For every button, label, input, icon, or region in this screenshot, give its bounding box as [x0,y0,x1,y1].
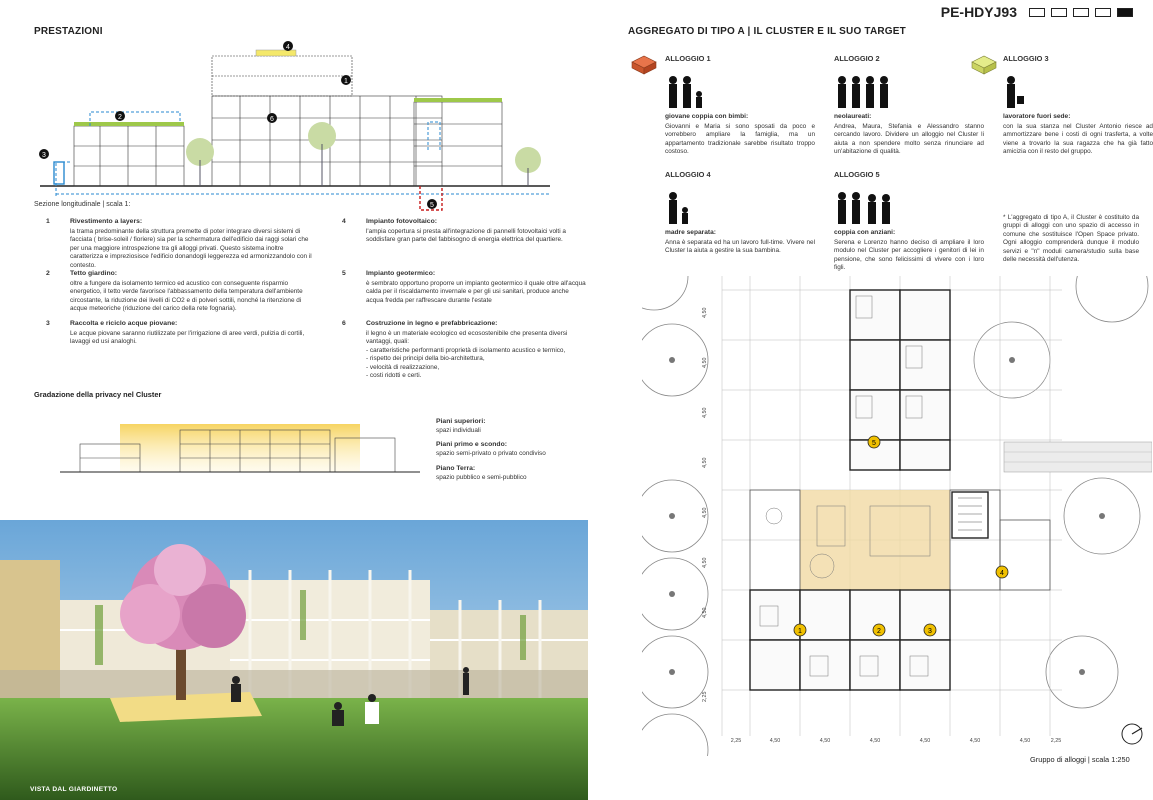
section-title-cluster: AGGREGATO DI TIPO A | IL CLUSTER E IL SUO TARGET [628,26,906,37]
plan-caption: Gruppo di alloggi | scala 1:250 [1030,755,1130,764]
svg-text:4: 4 [1000,570,1004,577]
feature-6: 6 Costruzione in legno e prefabbricazione: il legno è un materiale ecologico ed ecosostenibile che presenta diversi vantaggi, quali: - caratteristiche performanti proprietà di isolamento acustico e termico, - rispetto dei principi della bio-architettura, - velocità di realizzazione, - costi ridotti e certi. [342,320,568,380]
dim-bottom-1: 2,25 [730,738,742,744]
dim-bottom-6: 4,50 [969,738,981,744]
privacy-title: Gradazione della privacy nel Cluster [34,390,162,399]
dim-left-3: 4,50 [702,407,708,418]
people-icon-family [665,74,725,110]
plan-marker-1 [794,624,806,636]
north-arrow-icon [1122,724,1142,744]
cluster-note: * L'aggregato di tipo A, il Cluster è costituito da gruppi di alloggi con uno spazio di accesso in comune che sostituisce l'Open Space privato. Ogni alloggio comprenderà dunque il modulo servizi e "n" moduli camera/studio sulla base delle necessità dell'utenza. [1003,214,1139,264]
dim-left-6: 4,50 [702,557,708,568]
page-indicator-4 [1095,8,1111,17]
feature-5: 5 Impianto geotermico: è sembrato opportuno proporre un impianto geotermico il quale oltre all'acqua calda per il riscaldamento invernale e per gli usi sanitari, produce anche acqua fredda per raffrescare durante l'estate [342,270,586,304]
project-code: PE-HDYJ93 [940,4,1017,20]
dim-left-4: 4,50 [702,457,708,468]
people-icon-mother-child [665,190,705,226]
feature-2: 2 Tetto giardino: oltre a fungere da isolamento termico ed acustico con conseguente risparmio energetico, il tetto verde favorisce l'abbassamento della temperatura dell'ambiente circostante, la riduzione dei livelli di CO2 e di polveri sottili, nonché la ritenzione di acque meteoriche (riduzione del carico della rete fognaria). [46,270,303,313]
people-icon-worker [1003,74,1043,110]
svg-text:4: 4 [286,44,290,51]
cube-icon-orange [628,54,660,76]
svg-text:5: 5 [430,202,434,209]
dim-left-7: 4,50 [702,607,708,618]
section-marker-5 [427,199,437,209]
feature-1: 1 Rivestimento a layers: la trama predominante della struttura premette di poter integrare diversi sistemi di facciata ( brise-soleil / fioriere) sia per la schermatura dell'edificio dai raggi solari che per una maggiore introspezione tra gli alloggi privati. Questo sistema inoltre caratterizza e impreziosisce l'edificio donandogli leggerezza ed armonizzandolo con il contesto. [46,218,312,269]
plan-marker-5 [868,436,880,448]
section-caption: Sezione longitudinale | scala 1: [34,201,131,208]
courtyard-render-image [0,520,588,800]
svg-text:3: 3 [42,152,46,159]
privacy-gradient-section [60,420,420,480]
alloggio-3: ALLOGGIO 3 lavoratore fuori sede: con la sua stanza nel Cluster Antonio riesce ad ammortizzare bene i costi di ogni trasferta, a volte viene a trovarlo la sua ragazza che ha già fatto amicizia con il resto del gruppo. [1003,54,1153,156]
section-marker-2 [115,111,125,121]
section-marker-4 [283,41,293,51]
dim-left-5: 4,50 [702,507,708,518]
svg-text:6: 6 [270,116,274,123]
svg-text:1: 1 [344,78,348,85]
svg-text:2: 2 [877,628,881,635]
dim-bottom-8: 2,25 [1050,738,1062,744]
section-title-prestazioni: PRESTAZIONI [34,26,103,37]
plan-marker-3 [924,624,936,636]
feature-4: 4 Impianto fotovoltaico: l'ampia copertura si presta all'integrazione di pannelli fotovoltaici volti a soddisfare gran parte del fabbisogno di energia elettrica del quartiere. [342,218,566,244]
alloggio-2: ALLOGGIO 2 neolaureati: Andrea, Maura, Stefania e Alessandro stanno cercando lavoro. Dividere un alloggio nel Cluster li aiuta a non spendere molto senza rinunciare ad un'abitazione di qualità. [834,54,984,156]
section-marker-6 [267,113,277,123]
plan-marker-2 [873,624,885,636]
page-indicator-1 [1029,8,1045,17]
longitudinal-section-drawing [30,40,560,212]
dim-bottom-7: 4,50 [1019,738,1031,744]
alloggio-4: ALLOGGIO 4 madre separata: Anna è separata ed ha un lavoro full-time. Vivere nel Cluster la aiuta a gestire la sua bambina. [665,170,815,255]
svg-text:2: 2 [118,114,122,121]
alloggio-5: ALLOGGIO 5 coppia con anziani: Serena e Lorenzo hanno deciso di ampliare il loro modulo nel Cluster per accogliere i genitori di lei in pensione, che sono felicissimi di vivere con i loro figli. [834,170,984,272]
people-icon-couple-elders [834,190,904,226]
svg-text:1: 1 [798,628,802,635]
people-icon-graduates [834,74,904,110]
svg-text:5: 5 [872,440,876,447]
courtyard-render [0,520,588,800]
cluster-floor-plan [642,276,1152,756]
page-indicator-3 [1073,8,1089,17]
render-caption: VISTA DAL GIARDINETTO [30,786,118,793]
privacy-legend: Piani superiori: spazi individuali Piani primo e scondo: spazio semi-privato o privato condiviso Piano Terra: spazio pubblico e semi-pubblico [436,418,546,481]
alloggio-1: ALLOGGIO 1 giovane coppia con bimbi: Giovanni e Maria si sono sposati da poco e vorrebbero ampliare la famiglia, ma un appartamento tradizionale sarebbe risultato troppo costoso. [665,54,815,156]
section-marker-1 [341,75,351,85]
page-indicator-2 [1051,8,1067,17]
dim-bottom-4: 4,50 [869,738,881,744]
dim-bottom-5: 4,50 [919,738,931,744]
dim-left-2: 4,50 [702,357,708,368]
svg-text:3: 3 [928,628,932,635]
section-marker-3 [39,149,49,159]
plan-marker-4 [996,566,1008,578]
dim-left-1: 4,50 [702,307,708,318]
feature-3: 3 Raccolta e riciclo acque piovane: Le acque piovane saranno riutilizzate per l'irrigazione di aree verdi, pulizia di cortili, lavaggi ed usi analoghi. [46,320,305,346]
page-indicator-5-active [1117,8,1133,17]
dim-bottom-3: 4,50 [819,738,831,744]
dim-left-8: 2,25 [702,691,708,702]
project-code-header [941,4,1133,20]
dim-bottom-2: 4,50 [769,738,781,744]
